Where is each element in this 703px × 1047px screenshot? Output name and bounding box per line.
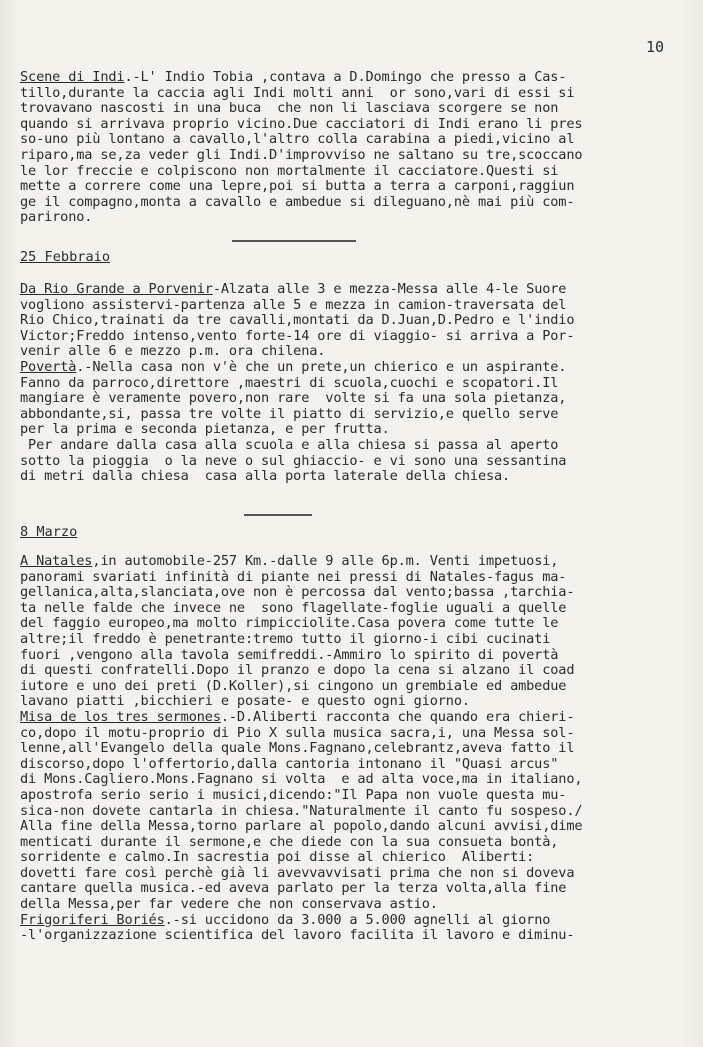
- text-line: [20, 148, 682, 164]
- line-text: trovavano nascosti in una buca che non li lasciava scorgere se non: [20, 100, 559, 117]
- text-line: [20, 469, 682, 485]
- line-text: discorso,dopo l'offertorio,dalla cantoria intonano il "Quasi arcus": [20, 755, 559, 772]
- line-text: ge il compagno,monta a cavallo e ambedue si dileguano,nè mai più com-: [20, 193, 575, 210]
- text-line: [20, 741, 682, 757]
- text-line: [20, 897, 682, 913]
- text-line: [20, 554, 682, 570]
- text-line: [20, 454, 682, 470]
- text-line: [20, 164, 682, 180]
- line-text: della Messa,per far vedere che non conservava astio.: [20, 896, 438, 913]
- line-text: mette a correre come una lepre,poi si butta a terra a carponi,raggiun: [20, 178, 575, 195]
- line-text: menticati durante il sermone,e che diede con la sua consueta bontà,: [20, 833, 559, 850]
- line-text: altre;il freddo è penetrante:tremo tutto il giorno-i cibi cucinati: [20, 630, 551, 647]
- line-text: ,in automobile-257 Km.-dalle 9 alle 6p.m. Venti impetuosi,: [92, 553, 559, 569]
- text-line: [20, 438, 682, 454]
- line-text: del faggio europeo,ma molto rimpicciolite.Casa povera come tutte le: [20, 615, 559, 632]
- line-text: di Mons.Cagliero.Mons.Fagnano si volta e ad alta voce,ma in italiano,: [20, 771, 583, 788]
- text-line: [20, 694, 682, 710]
- line-text: iutore e uno dei preti (D.Koller),si cingono un grembiale ed ambedue: [20, 677, 567, 694]
- line-text: apostrofa serio serio i musici,dicendo:"Il Papa non vuole questa mu-: [20, 786, 567, 803]
- separator-rule: [232, 240, 356, 242]
- line-text: .-L' Indio Tobia ,contava a D.Domingo che presso a Cas-: [124, 69, 567, 85]
- text-line: [20, 632, 682, 648]
- underlined-heading: Povertà: [20, 358, 77, 375]
- text-line: [20, 313, 682, 329]
- line-text: le lor freccie e colpiscono non mortalmente il cacciatore.Questi si: [20, 162, 559, 179]
- text-line: [20, 86, 682, 102]
- text-line: [20, 70, 682, 86]
- text-line: [20, 648, 682, 664]
- text-line: [20, 663, 682, 679]
- text-line: [20, 117, 682, 133]
- line-text: Rio Chico,trainati da tre cavalli,montati da D.Juan,D.Pedro e l'indio: [20, 312, 575, 329]
- text-line: [20, 835, 682, 851]
- text-line: [20, 376, 682, 392]
- line-text: sica-non dovete cantarla in chiesa."Naturalmente il canto fu sospeso./: [20, 802, 583, 819]
- date-heading-8-marzo: 8 Marzo: [20, 524, 78, 540]
- line-text: Victor;Freddo intenso,vento forte-14 ore di viaggio- si arriva a Por-: [20, 327, 575, 344]
- underlined-heading: Frigoriferi Boriés: [20, 911, 165, 928]
- line-text: panorami svariati infinità di piante nei pressi di Natales-fagus ma-: [20, 568, 567, 585]
- text-line: [20, 210, 682, 226]
- line-text: .-Nella casa non v'è che un prete,un chierico e un aspirante.: [76, 358, 567, 375]
- line-text: .-si uccidono da 3.000 a 5.000 agnelli al giorno: [164, 911, 551, 928]
- line-text: venir alle 6 e mezzo p.m. ora chilena.: [20, 343, 326, 360]
- page-number: 10: [646, 38, 665, 56]
- line-text: Fanno da parroco,direttore ,maestri di scuola,cuochi e scopatori.Il: [20, 374, 559, 391]
- text-line: [20, 850, 682, 866]
- text-line: [20, 710, 682, 726]
- text-line: [20, 391, 682, 407]
- text-line: [20, 344, 682, 360]
- text-line: [20, 772, 682, 788]
- line-text: mangiare è veramente povero,non rare volte si fa una sola pietanza,: [20, 390, 567, 407]
- line-text: tillo,durante la caccia agli Indi molti anni or sono,vari di essi si: [20, 84, 575, 101]
- text-line: [20, 757, 682, 773]
- text-line: [20, 570, 682, 586]
- line-text: riparo,ma se,za veder gli Indi.D'improvviso ne saltano su tre,scoccano: [20, 146, 583, 163]
- text-line: [20, 179, 682, 195]
- line-text: dovetti fare così perchè già li avevvavvisati prima che non si doveva: [20, 864, 575, 881]
- line-text: parirono.: [20, 209, 93, 226]
- underlined-heading: A Natales: [20, 553, 93, 569]
- text-line: [20, 195, 682, 211]
- text-line: [20, 282, 682, 298]
- line-text: Per andare dalla casa alla scuola e alla chiesa si passa al aperto: [20, 436, 559, 453]
- text-line: [20, 585, 682, 601]
- line-text: di metri dalla chiesa casa alla porta laterale della chiesa.: [20, 468, 511, 485]
- text-line: [20, 928, 682, 944]
- line-text: sotto la pioggia o la neve o sul ghiaccio- e vi sono una sessantina: [20, 452, 567, 469]
- text-line: [20, 329, 682, 345]
- text-line: [20, 360, 682, 376]
- line-text: Alla fine della Messa,torno parlare al popolo,dando alcuni avvisi,dime: [20, 818, 583, 835]
- text-line: [20, 601, 682, 617]
- line-text: so-uno più lontano a cavallo,l'altro colla carabina a piedi,vicino al: [20, 131, 575, 148]
- line-text: .-D.Aliberti racconta che quando era chieri-: [220, 708, 575, 725]
- line-text: quando si arrivava proprio vicino.Due cacciatori di Indi erano li pres: [20, 115, 583, 132]
- text-line: [20, 866, 682, 882]
- text-line: [20, 804, 682, 820]
- underlined-heading: Da Rio Grande a Porvenir: [20, 281, 213, 297]
- line-text: fuori ,vengono alla tavola semifreddi.-Ammiro lo spirito di povertà: [20, 646, 559, 663]
- section-scene-di-indi: [20, 70, 682, 226]
- text-line: [20, 679, 682, 695]
- text-line: [20, 101, 682, 117]
- text-line: [20, 881, 682, 897]
- line-text: lavano piatti ,bicchieri e posate- e questo ogni giorno.: [20, 693, 470, 710]
- text-line: [20, 407, 682, 423]
- line-text: per la prima e seconda pietanza, e per frutta.: [20, 421, 390, 438]
- text-line: [20, 298, 682, 314]
- line-text: -Alzata alle 3 e mezza-Messa alle 4-le Suore: [212, 281, 567, 297]
- line-text: abbondante,si, passa tre volte il piatto di servizio,e quello serve: [20, 405, 559, 422]
- text-line: [20, 616, 682, 632]
- line-text: cantare quella musica.-ed aveva parlato per la terza volta,alla fine: [20, 880, 567, 897]
- line-text: -l'organizzazione scientifica del lavoro facilita il lavoro e diminu-: [20, 927, 575, 944]
- line-text: gellanica,alta,slanciata,ove non è percossa dal vento;bassa ,tarchia-: [20, 584, 575, 601]
- line-text: lenne,all'Evangelo della quale Mons.Fagnano,celebrantz,aveva fatto il: [20, 740, 575, 757]
- separator-rule: [244, 514, 312, 516]
- section-natales: [20, 554, 682, 944]
- line-text: di questi confratelli.Dopo il pranzo e dopo la cena si alzano il coad: [20, 662, 575, 679]
- line-text: ta nelle falde che invece ne sono flagellate-foglie uguali a quelle: [20, 599, 567, 616]
- date-heading-25-febbraio: 25 Febbraio: [20, 249, 111, 265]
- section-rio-grande-porvenir: [20, 282, 682, 485]
- line-text: vogliono assistervi-partenza alle 5 e mezza in camion-traversata del: [20, 296, 567, 313]
- line-text: co,dopo il motu-proprio di Pio X sulla musica sacra,i, una Messa sol-: [20, 724, 575, 741]
- line-text: sorridente e calmo.In sacrestia poi disse al chierico Aliberti:: [20, 849, 535, 866]
- underlined-heading: Misa de los tres sermones: [20, 708, 221, 725]
- text-line: [20, 726, 682, 742]
- underlined-heading: Scene di Indi: [20, 69, 125, 85]
- text-line: [20, 422, 682, 438]
- text-line: [20, 819, 682, 835]
- text-line: [20, 913, 682, 929]
- text-line: [20, 132, 682, 148]
- text-line: [20, 788, 682, 804]
